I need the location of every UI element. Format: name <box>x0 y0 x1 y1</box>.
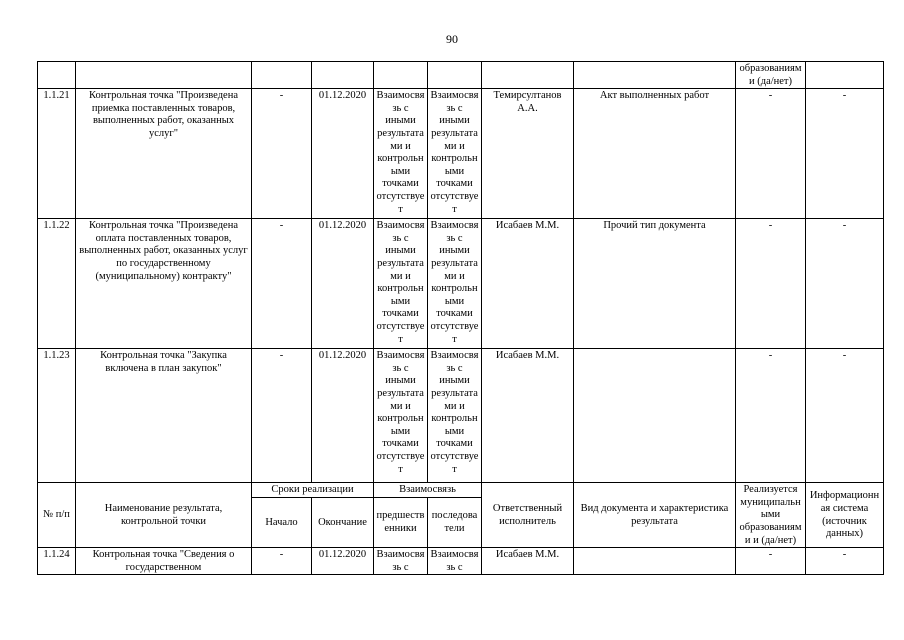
header-realized: Реализуется муниципальными образованиями и (да/нет) <box>736 483 806 548</box>
header-end: Окончание <box>312 497 374 547</box>
end-date: 01.12.2020 <box>312 548 374 575</box>
info-system: - <box>806 548 884 575</box>
start-date: - <box>252 349 312 483</box>
header-document: Вид документа и характеристика результата <box>574 483 736 548</box>
row-number: 1.1.21 <box>38 89 76 219</box>
result-name: Контрольная точка "Сведения о государственном <box>76 548 252 575</box>
result-name: Контрольная точка "Произведена оплата поставленных товаров, выполненных работ, оказанных услуг по государственному (муниципальному) контракту" <box>76 219 252 349</box>
continuation-row <box>38 62 884 89</box>
end-date: 01.12.2020 <box>312 219 374 349</box>
header-info: Информационная система (источник данных) <box>806 483 884 548</box>
header-links: Взаимосвязь <box>374 483 482 498</box>
header-num: № п/п <box>38 483 76 548</box>
info-system: - <box>806 89 884 219</box>
start-date: - <box>252 219 312 349</box>
realized-cell: образованиям и (да/нет) <box>736 62 806 89</box>
end-date: 01.12.2020 <box>312 349 374 483</box>
successors: Взаимосвязь с иными результатами и контрольными точками отсутствует <box>428 89 482 219</box>
realized-flag: - <box>736 349 806 483</box>
end-date: 01.12.2020 <box>312 89 374 219</box>
responsible: Исабаев М.М. <box>482 349 574 483</box>
document-type <box>574 349 736 483</box>
table-row <box>38 548 884 575</box>
responsible: Исабаев М.М. <box>482 219 574 349</box>
document-type <box>574 548 736 575</box>
info-system: - <box>806 219 884 349</box>
predecessors: Взаимосвязь с иными результатами и контрольными точками отсутствует <box>374 349 428 483</box>
header-terms: Сроки реализации <box>252 483 374 498</box>
successors: Взаимосвязь с иными результатами и контрольными точками отсутствует <box>428 219 482 349</box>
responsible: Темирсултанов А.А. <box>482 89 574 219</box>
successors: Взаимосвязь с иными результатами и контрольными точками отсутствует <box>428 349 482 483</box>
table-row <box>38 219 884 349</box>
document-type: Прочий тип документа <box>574 219 736 349</box>
row-number: 1.1.24 <box>38 548 76 575</box>
predecessors: Взаимосвязь с <box>374 548 428 575</box>
page-number: 90 <box>446 32 458 46</box>
header-pred: предшественники <box>374 497 428 547</box>
responsible: Исабаев М.М. <box>482 548 574 575</box>
predecessors: Взаимосвязь с иными результатами и контрольными точками отсутствует <box>374 219 428 349</box>
document-type: Акт выполненных работ <box>574 89 736 219</box>
realized-flag: - <box>736 89 806 219</box>
table-header <box>38 483 884 498</box>
header-start: Начало <box>252 497 312 547</box>
successors: Взаимосвязь с <box>428 548 482 575</box>
result-name: Контрольная точка "Произведена приемка поставленных товаров, выполненных работ, оказанных услуг" <box>76 89 252 219</box>
start-date: - <box>252 548 312 575</box>
predecessors: Взаимосвязь с иными результатами и контрольными точками отсутствует <box>374 89 428 219</box>
row-number: 1.1.23 <box>38 349 76 483</box>
table-row <box>38 89 884 219</box>
header-succ: последователи <box>428 497 482 547</box>
results-table <box>37 61 884 575</box>
table-row <box>38 349 884 483</box>
header-responsible: Ответственный исполнитель <box>482 483 574 548</box>
realized-flag: - <box>736 548 806 575</box>
info-system: - <box>806 349 884 483</box>
row-number: 1.1.22 <box>38 219 76 349</box>
realized-flag: - <box>736 219 806 349</box>
result-name: Контрольная точка "Закупка включена в план закупок" <box>76 349 252 483</box>
header-name: Наименование результата, контрольной точки <box>76 483 252 548</box>
start-date: - <box>252 89 312 219</box>
